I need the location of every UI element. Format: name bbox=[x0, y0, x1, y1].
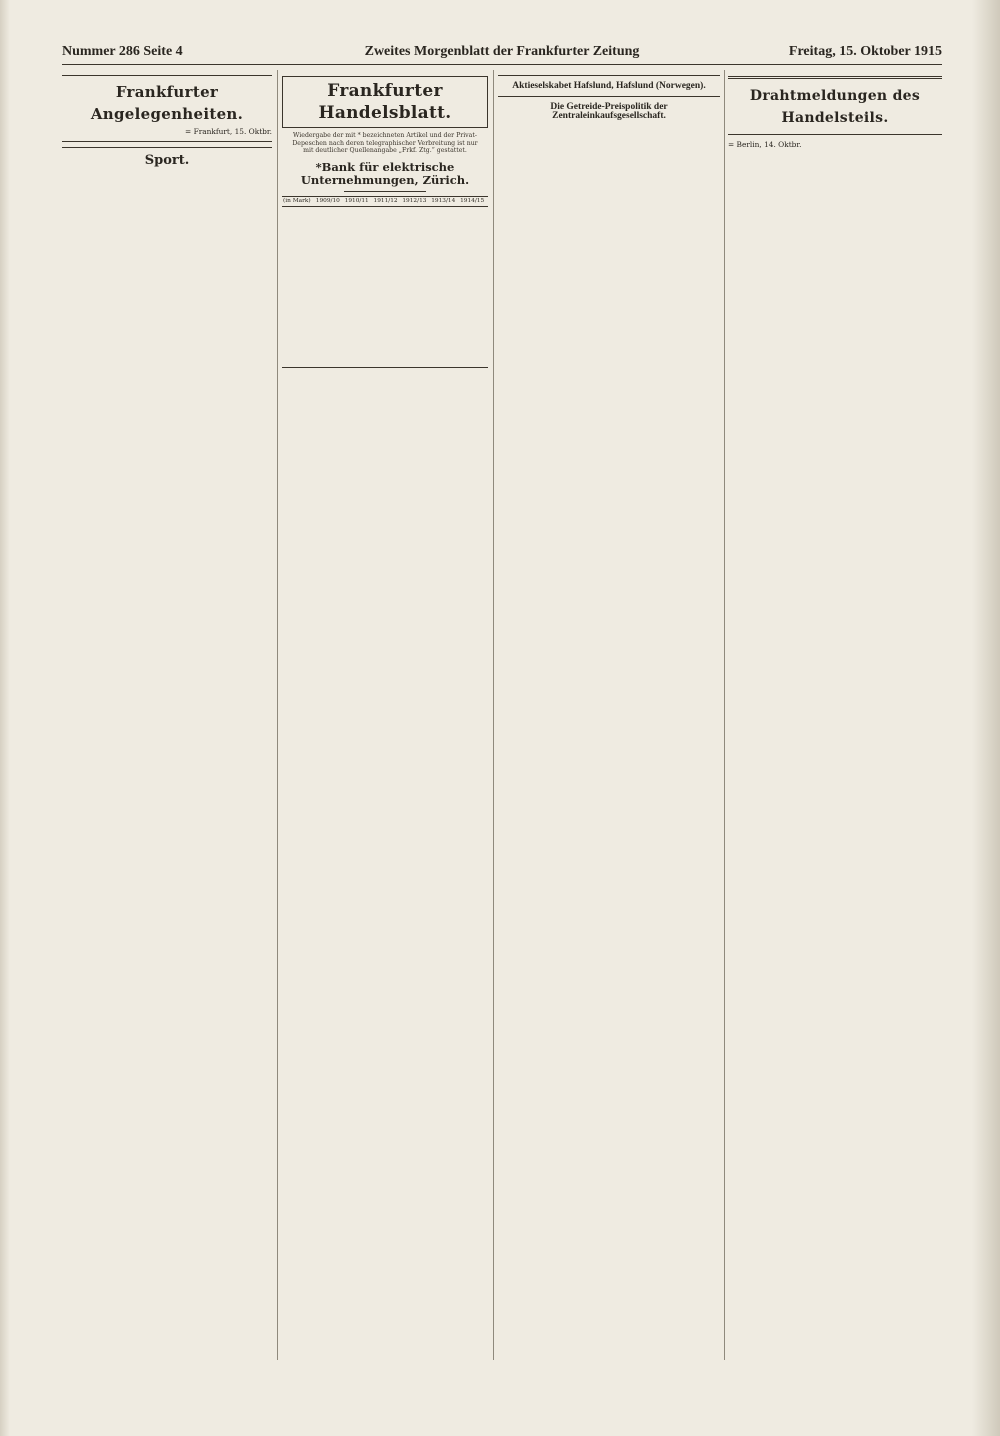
article-heading-bank: *Bank für elektrische Unternehmungen, Zürich. bbox=[300, 159, 470, 187]
section-heading-drahtmeldungen: Drahtmeldungen des Handelsteils. bbox=[749, 88, 921, 126]
divider bbox=[728, 76, 942, 79]
newspaper-title: Zweites Morgenblatt der Frankfurter Zeitung bbox=[364, 44, 640, 59]
column-3 bbox=[498, 70, 720, 1360]
table-header-cell: 1910/11 bbox=[344, 196, 373, 206]
table-body bbox=[282, 206, 488, 367]
column-divider bbox=[724, 70, 725, 1360]
column-divider bbox=[277, 70, 278, 1360]
column-divider bbox=[493, 70, 494, 1360]
table-header-cell: 1909/10 bbox=[315, 196, 344, 206]
column-4 bbox=[728, 70, 942, 1360]
table-header-cell: 1913/14 bbox=[430, 196, 459, 206]
divider bbox=[62, 75, 272, 76]
article-heading-getreide: Die Getreide-Preispolitik der Zentraleinkaufsgesellschaft. bbox=[550, 102, 668, 122]
table-header-cell: 1914/15 bbox=[459, 196, 488, 206]
column-1 bbox=[62, 70, 272, 1360]
page-spine-shadow bbox=[0, 0, 10, 1436]
reprint-note: Wiedergabe der mit * bezeichneten Artikel und der Privat-Depeschen nach deren telegraphischer Verbreitung ist nur mit deutlicher Quellenangabe „Frkf. Ztg.“ gestattet. bbox=[292, 132, 478, 154]
financial-table bbox=[282, 196, 488, 368]
divider bbox=[62, 141, 272, 142]
issue-date: Freitag, 15. Oktober 1915 bbox=[788, 44, 942, 59]
table-header-cell: (in Mark) bbox=[282, 196, 315, 206]
section-dateline: = Berlin, 14. Oktbr. bbox=[728, 140, 802, 149]
divider bbox=[498, 75, 720, 76]
divider bbox=[344, 191, 426, 192]
table-row bbox=[282, 206, 488, 367]
page-edge-shadow bbox=[972, 0, 1000, 1436]
column-2 bbox=[282, 70, 488, 1360]
page-number: Nummer 286 Seite 4 bbox=[62, 44, 183, 59]
article-heading-hafslund: Aktieselskabet Hafslund, Hafslund (Norwegen). bbox=[512, 81, 706, 91]
section-dateline: = Frankfurt, 15. Oktbr. bbox=[185, 127, 272, 136]
section-heading-handelsblatt: Frankfurter Handelsblatt. bbox=[318, 81, 452, 123]
table-header-cell: 1912/13 bbox=[401, 196, 430, 206]
table-header-row bbox=[282, 196, 488, 206]
table-header-cell: 1911/12 bbox=[373, 196, 402, 206]
masthead-rule bbox=[62, 64, 942, 65]
divider bbox=[498, 96, 720, 97]
divider bbox=[728, 134, 942, 135]
section-heading-sport: Sport. bbox=[144, 153, 190, 169]
section-heading-box bbox=[282, 76, 488, 128]
section-heading-frankfurter-angelegenheiten: Frankfurter Angelegenheiten. bbox=[90, 83, 244, 123]
divider bbox=[62, 147, 272, 148]
